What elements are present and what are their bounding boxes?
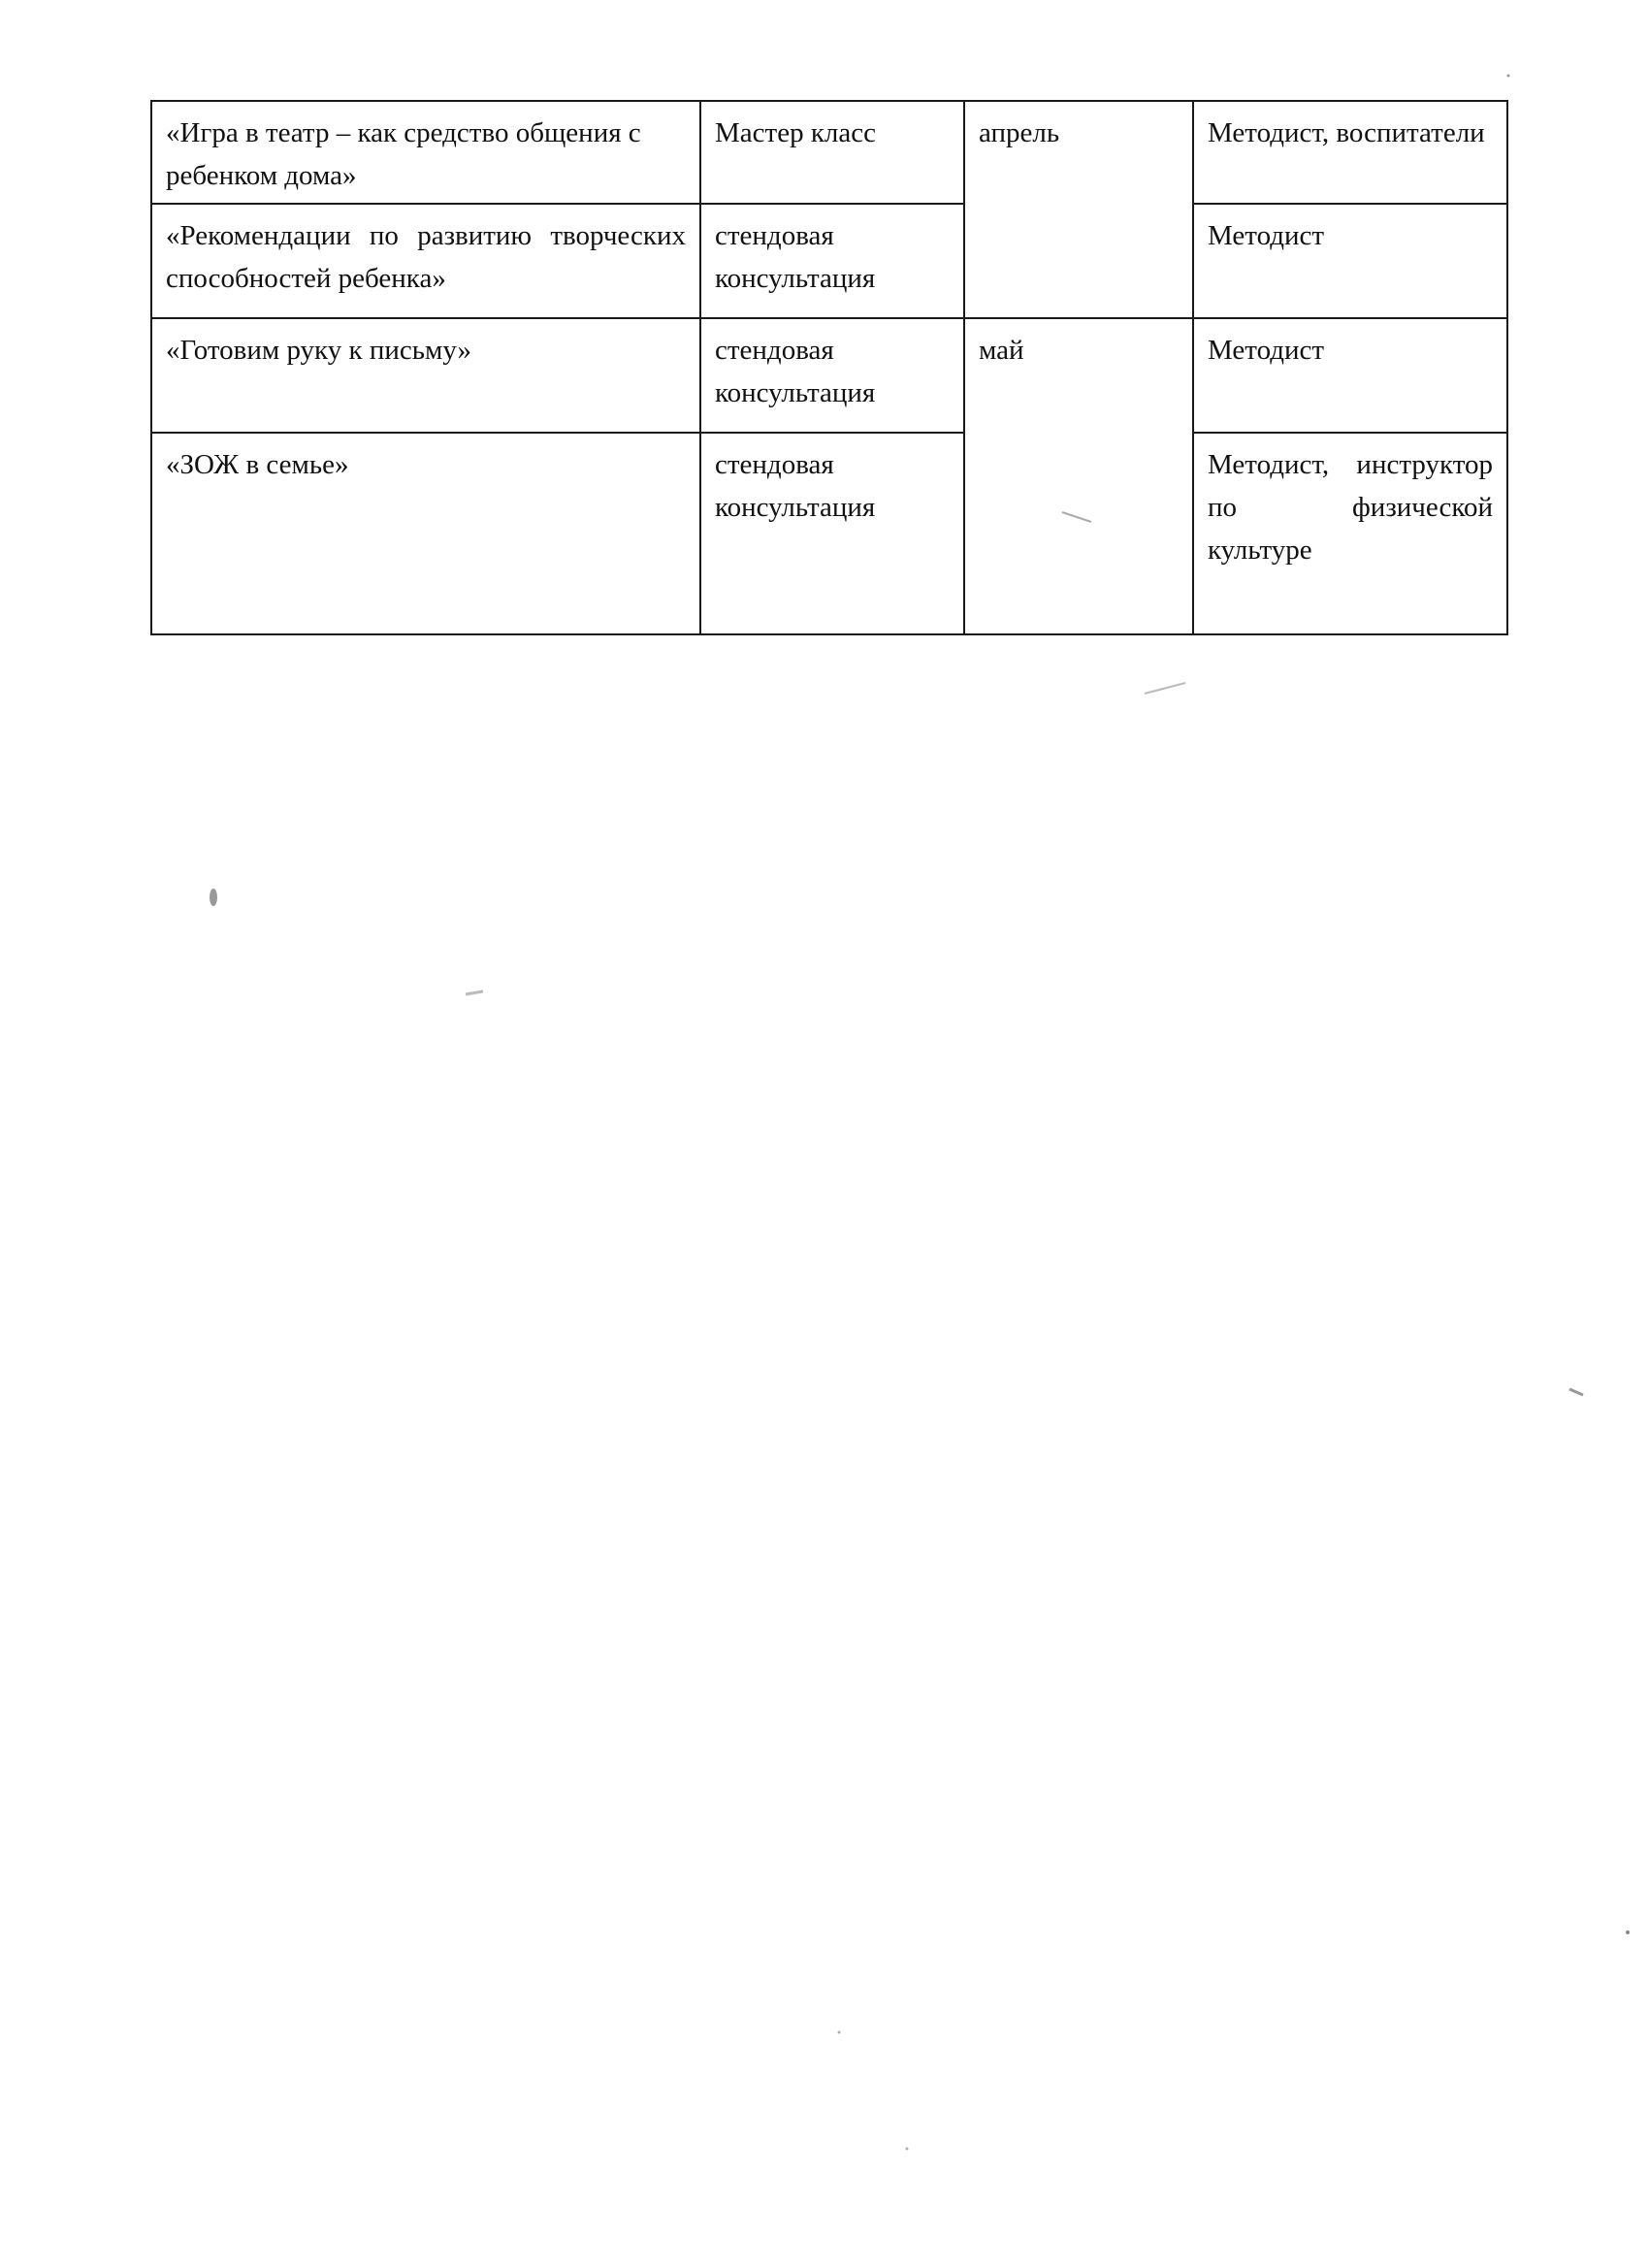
form-cell: Мастер класс [700,101,964,204]
form-cell: стендовая консультация [700,433,964,634]
term-cell: май [964,318,1193,634]
table-row [151,433,1507,634]
topic-cell: «Рекомендации по развитию творческих способностей ребенка» [151,204,700,318]
topic-cell: «Игра в театр – как средство общения с ребенком дома» [151,101,700,204]
responsible-cell: Методист [1193,204,1507,318]
table-row [151,318,1507,433]
topic-cell: «Готовим руку к письму» [151,318,700,433]
responsible-cell: Методист [1193,318,1507,433]
form-cell: стендовая консультация [700,204,964,318]
table-row [151,101,1507,204]
responsible-cell: Методист, воспитатели [1193,101,1507,204]
topic-cell: «ЗОЖ в семье» [151,433,700,634]
table-row [151,204,1507,318]
events-table [150,100,1508,635]
responsible-cell: Методист, инструктор по физической культуре [1193,433,1507,634]
form-cell: стендовая консультация [700,318,964,433]
term-cell: апрель [964,101,1193,318]
